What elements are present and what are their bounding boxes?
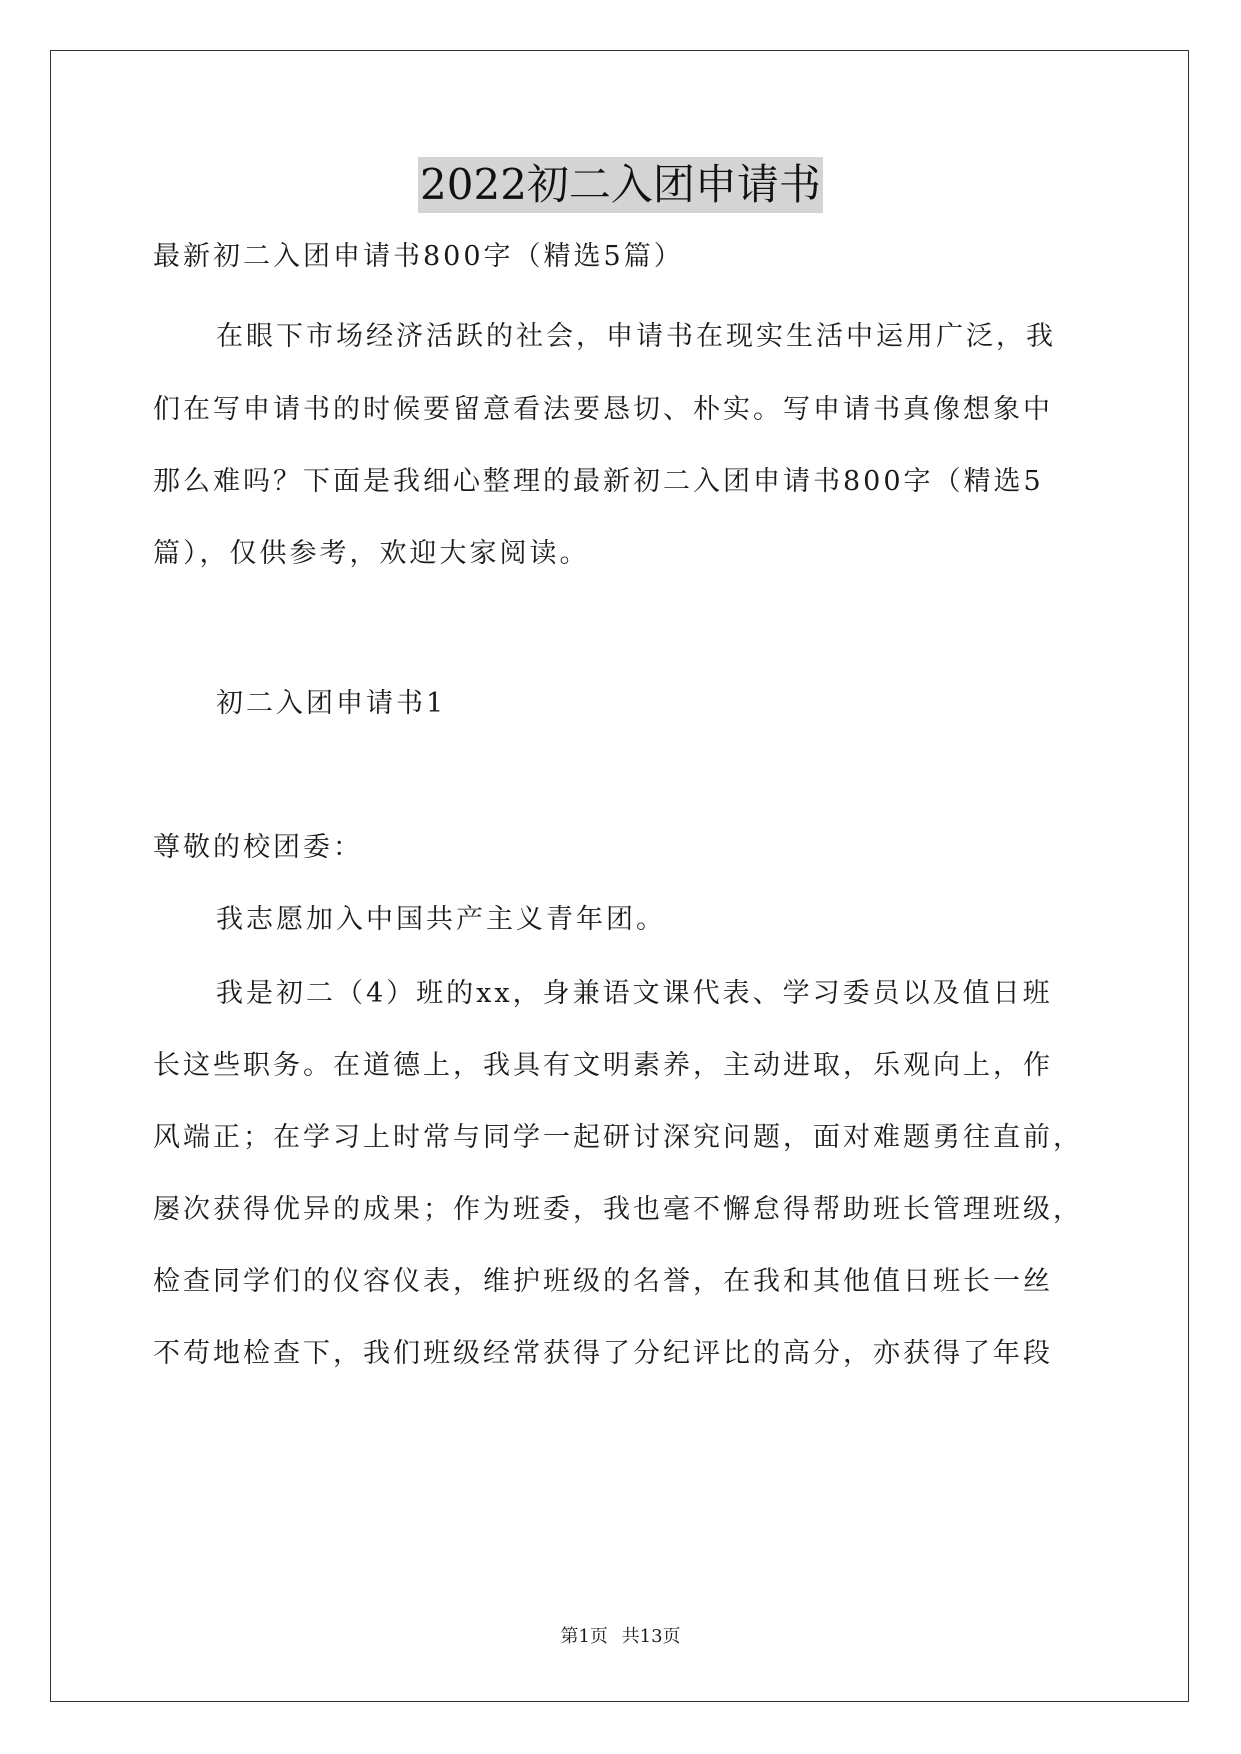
page-number: 第1页 xyxy=(560,1626,608,1647)
body-line: 我是初二（4）班的xx，身兼语文课代表、学习委员以及值日班 xyxy=(216,978,1053,1009)
intro-line: 在眼下市场经济活跃的社会，申请书在现实生活中运用广泛，我 xyxy=(216,321,1056,352)
document-title: 2022初二入团申请书 xyxy=(418,157,823,213)
intro-line: 篇），仅供参考，欢迎大家阅读。 xyxy=(153,538,590,569)
page-border xyxy=(50,50,1189,1702)
page-total: 共13页 xyxy=(621,1626,681,1647)
body-line: 长这些职务。在道德上，我具有文明素养，主动进取，乐观向上，作 xyxy=(153,1050,1053,1081)
body-line: 风端正；在学习上时常与同学一起研讨深究问题，面对难题勇往直前， xyxy=(153,1122,1083,1153)
page-footer xyxy=(0,1625,1241,1649)
document-subtitle: 最新初二入团申请书800字（精选5篇） xyxy=(153,241,684,272)
title-container xyxy=(0,157,1241,213)
body-line: 检查同学们的仪容仪表，维护班级的名誉，在我和其他值日班长一丝 xyxy=(153,1266,1053,1297)
section-heading: 初二入团申请书1 xyxy=(216,688,447,719)
intro-line: 那么难吗？下面是我细心整理的最新初二入团申请书800字（精选5 xyxy=(153,466,1044,497)
body-paragraph: 我志愿加入中国共产主义青年团。 xyxy=(216,904,666,935)
salutation: 尊敬的校团委： xyxy=(153,832,363,863)
intro-line: 们在写申请书的时候要留意看法要恳切、朴实。写申请书真像想象中 xyxy=(153,394,1053,425)
body-line: 屡次获得优异的成果；作为班委，我也毫不懈怠得帮助班长管理班级， xyxy=(153,1194,1083,1225)
body-line: 不苟地检查下，我们班级经常获得了分纪评比的高分，亦获得了年段 xyxy=(153,1338,1053,1369)
